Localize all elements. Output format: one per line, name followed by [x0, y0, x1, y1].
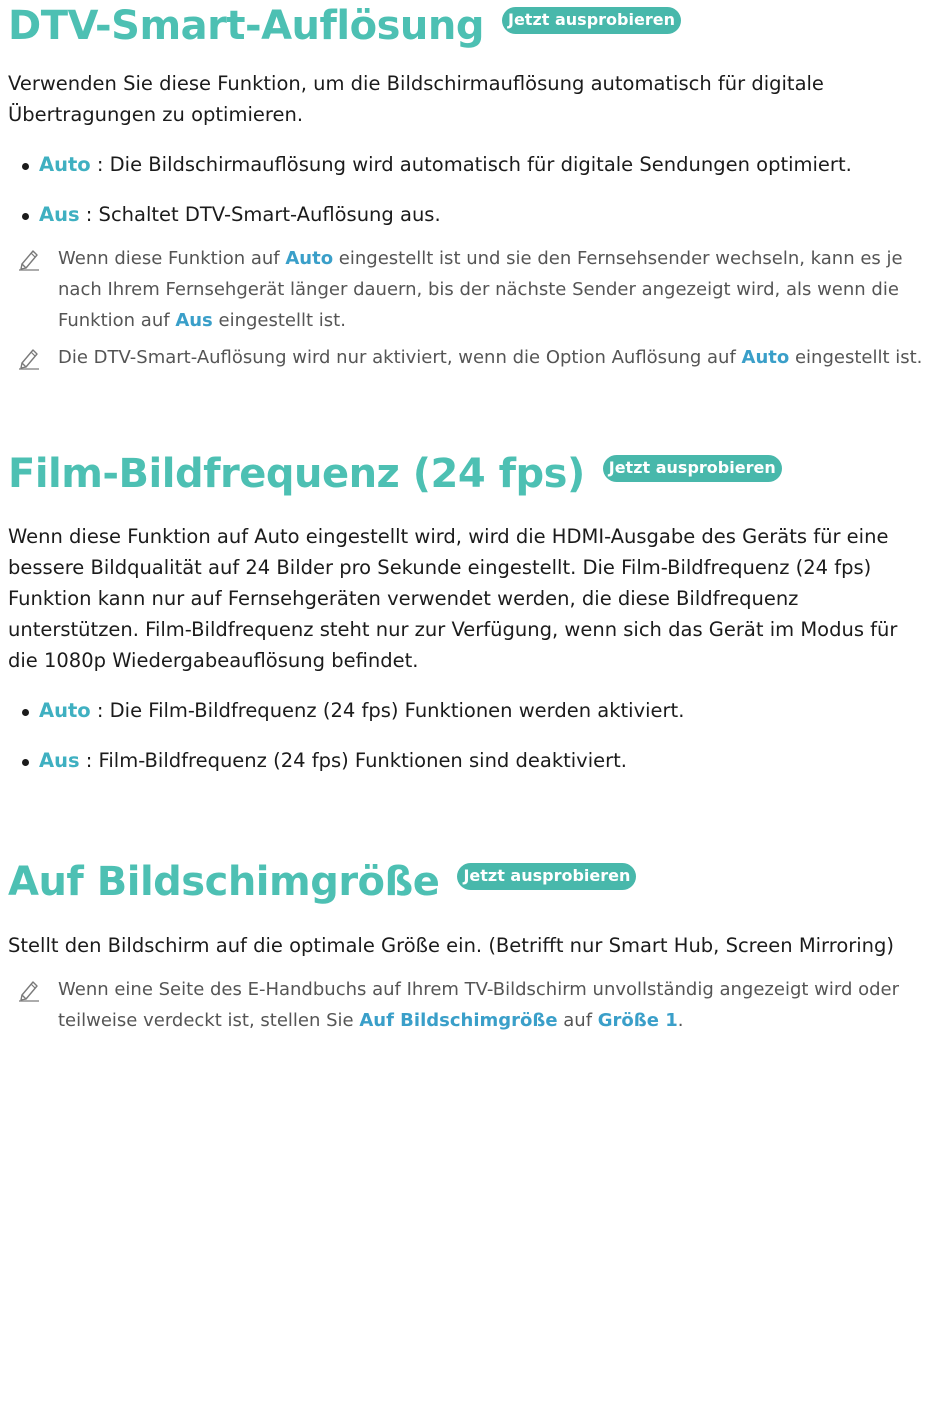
note-text: .	[677, 1010, 684, 1031]
section-intro: Wenn diese Funktion auf Auto eingestellt wird, wird die HDMI-Ausgabe des Geräts für eine bessere Bildqualität auf 24 Bilder pro Sekunde eingestellt. Die Film-Bildfrequenz (24 fps) Funktion kann nur auf Fernsehgeräten verwendet werden, die diese Bildfrequenz unterstützen. Film-Bildfrequenz steht nur zur Verfügung, wenn sich das Gerät im Modus für die 1080p Wiedergabeauflösung befindet.	[8, 525, 898, 672]
section-film-bildfrequenz	[8, 448, 933, 776]
note-keyword: Auto	[285, 248, 334, 269]
option-key: Aus	[39, 749, 80, 772]
list-item	[8, 745, 933, 776]
option-list	[8, 149, 933, 230]
section-title: Auf Bildschimgröße	[8, 859, 440, 905]
note-text: Wenn diese Funktion auf	[58, 248, 286, 269]
note-text: Die DTV-Smart-Auflösung wird nur aktiviert, wenn die Option Auflösung auf	[58, 347, 742, 368]
section-intro: Verwenden Sie diese Funktion, um die Bildschirmauflösung automatisch für digitale Übertragungen zu optimieren.	[8, 72, 824, 126]
option-description: : Die Bildschirmauflösung wird automatisch für digitale Sendungen optimiert.	[90, 153, 852, 176]
pencil-icon	[18, 978, 40, 1002]
bullet-dot	[22, 213, 29, 220]
note-keyword: Auf Bildschimgröße	[359, 1010, 558, 1031]
section-auf-bildschimgroesse	[8, 856, 933, 1036]
pencil-icon	[18, 346, 40, 370]
option-list	[8, 695, 933, 776]
bullet-dot	[22, 709, 29, 716]
try-now-button[interactable]: Jetzt ausprobieren	[457, 863, 636, 890]
option-description: : Die Film-Bildfrequenz (24 fps) Funktionen werden aktiviert.	[90, 699, 685, 722]
try-now-button[interactable]: Jetzt ausprobieren	[502, 7, 681, 34]
note-keyword: Größe 1	[597, 1010, 678, 1031]
option-description: : Film-Bildfrequenz (24 fps) Funktionen sind deaktiviert.	[79, 749, 628, 772]
section-header	[8, 856, 933, 908]
option-key: Aus	[39, 203, 80, 226]
note-text: eingestellt ist.	[212, 310, 346, 331]
section-title: Film-Bildfrequenz (24 fps)	[8, 451, 585, 497]
try-now-button[interactable]: Jetzt ausprobieren	[603, 455, 782, 482]
note-text: auf	[557, 1010, 598, 1031]
bullet-dot	[22, 759, 29, 766]
note	[8, 342, 933, 373]
note-text: Wenn eine Seite des E-Handbuchs auf Ihrem TV-Bildschirm unvollständig angezeigt wird oder teilweise verdeckt ist, stellen Sie	[58, 979, 900, 1031]
section-dtv-smart-aufloesung	[8, 0, 933, 373]
note-text: eingestellt ist.	[789, 347, 923, 368]
note-keyword: Auto	[741, 347, 790, 368]
note	[8, 974, 933, 1036]
note-text: eingestellt ist und sie den Fernsehsender wechseln, kann es je nach Ihrem Fernsehgerät länger dauern, bis der nächste Sender angezeigt wird, als wenn die Funktion auf	[58, 248, 903, 331]
list-item	[8, 149, 933, 180]
pencil-icon	[18, 247, 40, 271]
option-key: Auto	[39, 153, 91, 176]
note-keyword: Aus	[175, 310, 213, 331]
option-key: Auto	[39, 699, 91, 722]
note	[8, 243, 933, 336]
section-header	[8, 448, 933, 500]
section-header	[8, 0, 933, 52]
option-description: : Schaltet DTV-Smart-Auflösung aus.	[79, 203, 441, 226]
section-intro: Stellt den Bildschirm auf die optimale Größe ein. (Betrifft nur Smart Hub, Screen Mirroring)	[8, 934, 895, 957]
bullet-dot	[22, 163, 29, 170]
list-item	[8, 695, 933, 726]
list-item	[8, 199, 933, 230]
section-title: DTV-Smart-Auflösung	[8, 3, 484, 49]
